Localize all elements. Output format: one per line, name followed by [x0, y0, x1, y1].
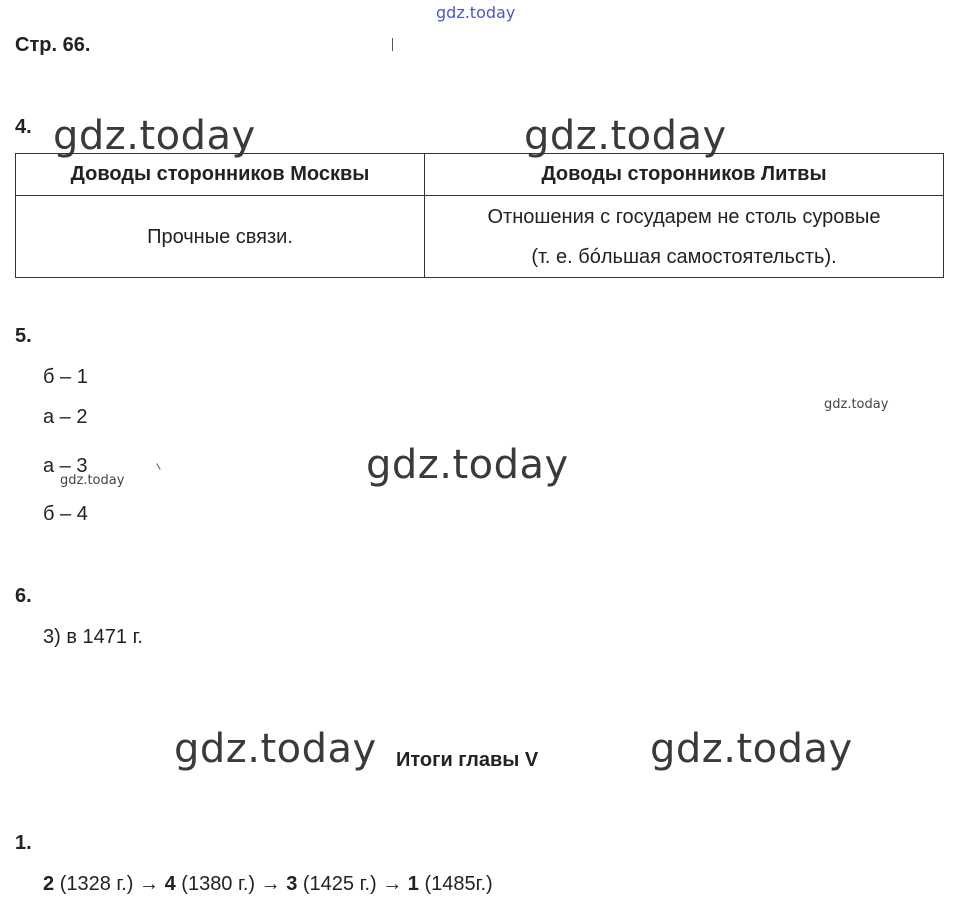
watermark-4: gdz.today: [366, 442, 569, 488]
task-5-number: 5.: [15, 325, 32, 347]
arguments-table: [15, 153, 944, 278]
task-5-item: а – 2: [43, 406, 88, 428]
cell-moscow-text: Прочные связи.: [147, 225, 293, 248]
watermark-3: gdz.today: [824, 397, 889, 412]
stray-mark: [392, 38, 393, 51]
event-sequence: [43, 873, 493, 896]
task-5-item: б – 4: [43, 503, 88, 525]
sequence-year: (1425 г.): [302, 873, 377, 895]
sequence-number: 1: [407, 873, 419, 895]
page-label: Стр. 66.: [15, 34, 91, 56]
watermark-5: gdz.today: [60, 473, 125, 488]
watermark-1: gdz.today: [53, 113, 256, 159]
watermark-top: gdz.today: [436, 3, 516, 22]
watermark-6: gdz.today: [174, 726, 377, 772]
sequence-year: (1380 г.): [181, 873, 256, 895]
chapter-title: Итоги главы V: [396, 749, 539, 771]
watermark-7: gdz.today: [650, 726, 853, 772]
summary-1-number: 1.: [15, 832, 32, 854]
arrow-icon: →: [382, 873, 403, 895]
table-row: [16, 196, 944, 278]
arrow-icon: →: [139, 873, 160, 895]
stray-mark: [156, 463, 160, 470]
header-lithuania: Доводы сторонников Литвы: [425, 154, 944, 196]
table-header-row: [16, 154, 944, 196]
arrow-icon: →: [260, 873, 281, 895]
task-4-number: 4.: [15, 116, 32, 138]
sequence-number: 2: [43, 873, 55, 895]
sequence-number: 3: [286, 873, 298, 895]
task-5-item: а – 3: [43, 455, 88, 477]
task-5-item: б – 1: [43, 366, 88, 388]
cell-lithuania-line-2: (т. е. бóльшая самостоятельсть).: [531, 245, 837, 268]
cell-lithuania-line-1: Отношения с государем не столь суровые: [487, 205, 881, 228]
sequence-year: (1485г.): [424, 873, 493, 895]
watermark-2: gdz.today: [524, 113, 727, 159]
task-6-answer: 3) в 1471 г.: [43, 626, 143, 648]
header-moscow: Доводы сторонников Москвы: [16, 154, 425, 196]
sequence-number: 4: [164, 873, 176, 895]
cell-moscow: [16, 196, 425, 278]
sequence-year: (1328 г.): [59, 873, 134, 895]
task-6-number: 6.: [15, 585, 32, 607]
cell-lithuania: [425, 196, 944, 278]
